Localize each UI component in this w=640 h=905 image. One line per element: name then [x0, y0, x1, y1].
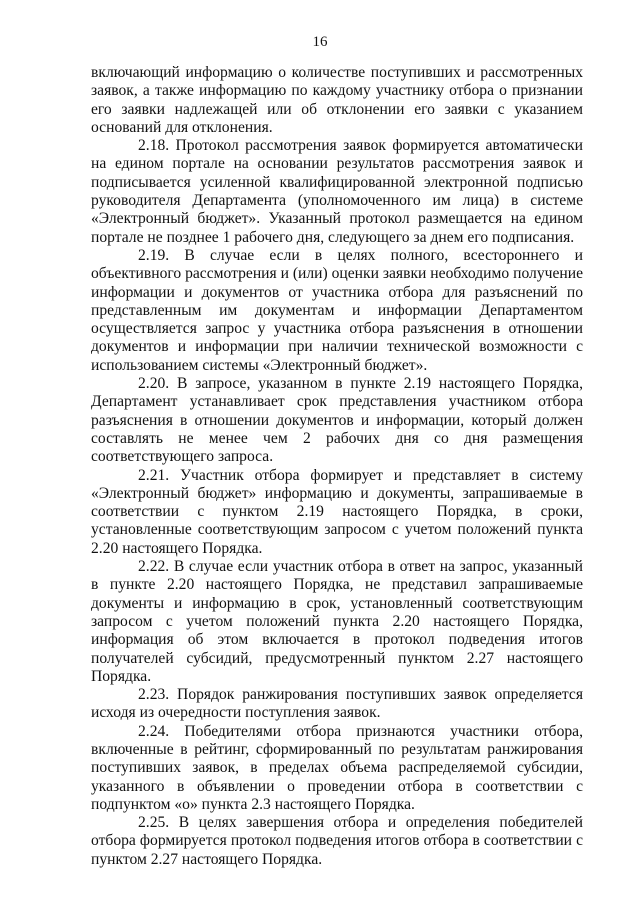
paragraph-2-20: 2.20. В запросе, указанном в пункте 2.19 настоящего Порядка, Департамент устанавливает срок представления участником отбора разъяснения в отношении документов и информации, который должен составлять не менее чем 2 рабочих дня со дня размещения соответствующего запроса. [91, 375, 583, 466]
paragraph-continuation: включающий информацию о количестве поступивших и рассмотренных заявок, а также информацию по каждому участнику отбора о признании его заявки надлежащей или об отклонении его заявки с указанием оснований для отклонения. [91, 64, 583, 136]
paragraph-2-18: 2.18. Протокол рассмотрения заявок формируется автоматически на едином портале на основании результатов рассмотрения заявок и подписывается усиленной квалифицированной электронной подписью руководителя Департамента (уполномоченного им лица) в системе «Электронный бюджет». Указанный протокол размещается на едином портале не позднее 1 рабочего дня, следующего за днем его подписания. [91, 137, 583, 246]
paragraph-2-21: 2.21. Участник отбора формирует и представляет в систему «Электронный бюджет» информацию и документы, запрашиваемые в соответствии с пунктом 2.19 настоящего Порядка, в сроки, установленные соответствующим запросом с учетом положений пункта 2.20 настоящего Порядка. [91, 466, 583, 557]
paragraph-2-23: 2.23. Порядок ранжирования поступивших заявок определяется исходя из очередности поступления заявок. [91, 686, 583, 722]
document-body [91, 64, 583, 869]
paragraph-2-22: 2.22. В случае если участник отбора в ответ на запрос, указанный в пункте 2.20 настоящего Порядка, не представил запрашиваемые документы и информацию в срок, установленный соответствующим запросом с учетом положений пункта 2.20 настоящего Порядка, информация об этом включается в протокол подведения итогов получателей субсидий, предусмотренный пунктом 2.27 настоящего Порядка. [91, 558, 583, 685]
paragraph-2-19: 2.19. В случае если в целях полного, всестороннего и объективного рассмотрения и (или) оценки заявки необходимо получение информации и документов от участника отбора для разъяснений по представленным им документам и информации Департаментом осуществляется запрос у участника отбора разъяснения в отношении документов и информации при наличии технической возможности с использованием системы «Электронный бюджет». [91, 246, 583, 374]
page-number: 16 [312, 34, 328, 50]
paragraph-2-25: 2.25. В целях завершения отбора и определения победителей отбора формируется протокол подведения итогов отбора в соответствии с пунктом 2.27 настоящего Порядка. [91, 814, 583, 868]
paragraph-2-24: 2.24. Победителями отбора признаются участники отбора, включенные в рейтинг, сформированный по результатам ранжирования поступивших заявок, в пределах объема распределяемой субсидии, указанного в объявлении о проведении отбора в соответствии с подпунктом «о» пункта 2.3 настоящего Порядка. [91, 722, 583, 813]
